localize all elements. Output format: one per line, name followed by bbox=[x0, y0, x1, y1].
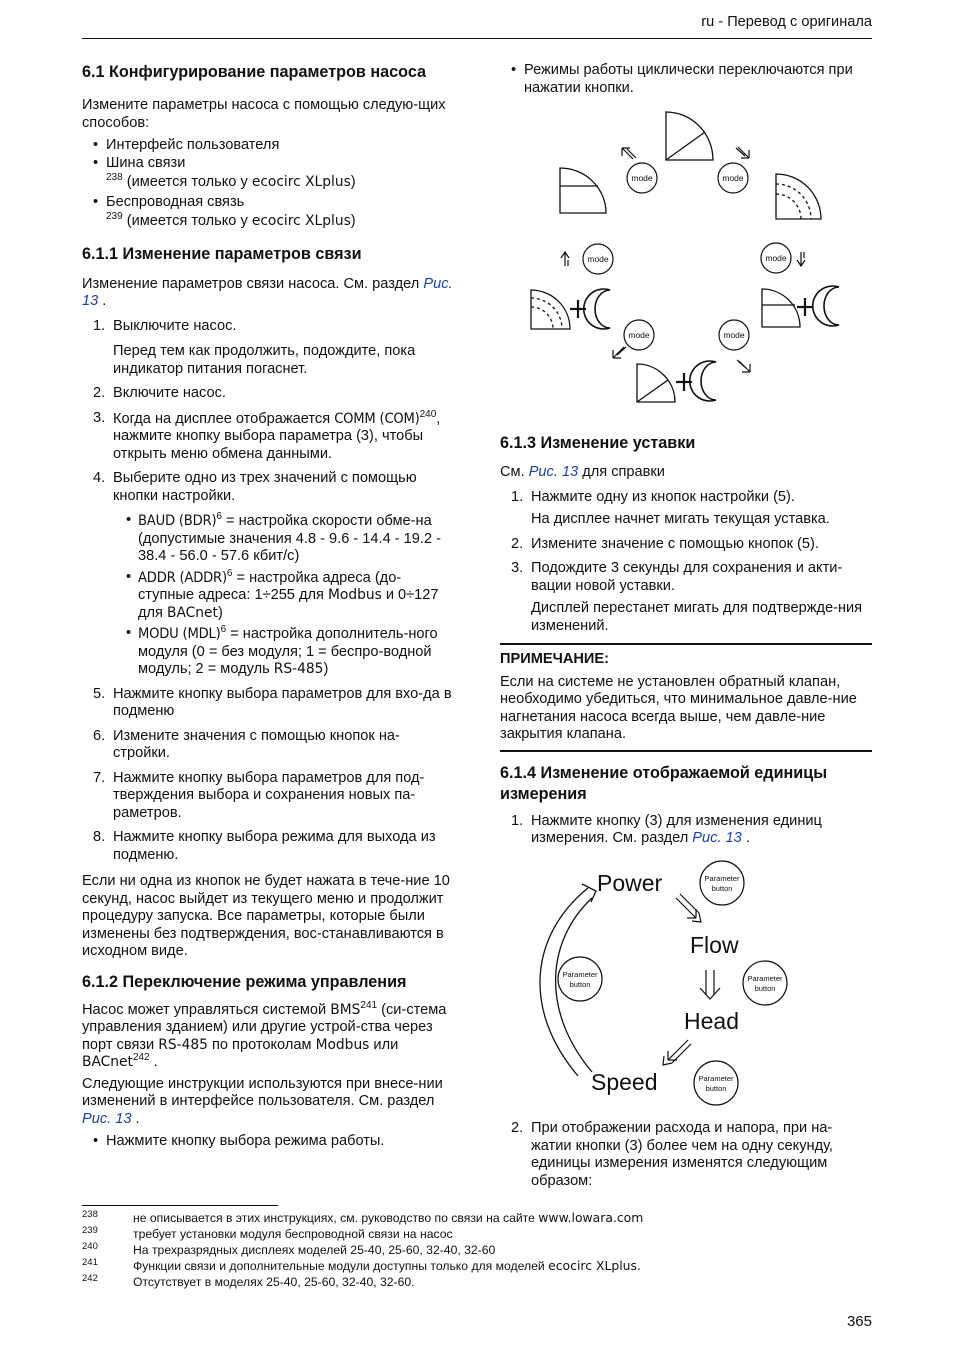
list-item: • Нажмите кнопку выбора режима работы. bbox=[82, 1133, 454, 1151]
speed-label: Speed bbox=[591, 1069, 658, 1095]
step-2: 2. При отображении расхода и напора, при на-жатии кнопки (3) более чем на одну секунду, единицы измерения изменятся следующим образом: bbox=[511, 1120, 833, 1189]
s61-intro: Измените параметры насоса с помощью следую-щих способов: bbox=[82, 97, 446, 131]
parameter-button bbox=[694, 1061, 738, 1105]
figure-link[interactable]: Рис. 13 bbox=[82, 275, 453, 309]
list-item: • Шина связи bbox=[82, 155, 454, 173]
step-2: 2. Включите насос. bbox=[93, 385, 226, 401]
step-1-note: На дисплее начнет мигать текущая уставка. bbox=[531, 511, 830, 527]
s611-outro: Если ни одна из кнопок не будет нажата в тече-ние 10 секунд, насос выйдет из текущего меню и продолжит процедуру запуска. Все параметры, которые были изменены без подтверждения, вос-станавливаются в исходном виде. bbox=[82, 873, 450, 959]
arrow-icon bbox=[797, 252, 805, 266]
arrow-icon bbox=[622, 148, 636, 159]
page-header: ru - Перевод с оригинала bbox=[701, 14, 872, 30]
step-3: 3. Когда на дисплее отображается COMM (COM)$^{240}$, нажмите кнопку выбора параметра (3), чтобы открыть меню обмена данными. bbox=[93, 408, 441, 462]
constant-speed-night-icon bbox=[531, 290, 570, 329]
list-item: • Беспроводная связь bbox=[82, 194, 454, 212]
note-text: Если на системе не установлен обратный клапан, необходимо убедиться, что минимальное давле-ние нагнетания насоса всегда выше, чем давле-ние закрытия клапана. bbox=[500, 673, 857, 742]
step-1-note: Перед тем как продолжить, подождите, пока индикатор питания погаснет. bbox=[113, 343, 416, 377]
button-label: Parameter bbox=[562, 970, 598, 979]
step-1: 1. Нажмите одну из кнопок настройки (5). bbox=[511, 488, 795, 505]
right-column-bottom bbox=[500, 1120, 872, 1190]
arrow-icon bbox=[613, 347, 626, 358]
button-label: button bbox=[705, 1084, 727, 1093]
parameter-button bbox=[700, 861, 744, 905]
s612-p2: Следующие инструкции используются при внесе-нии изменений в интерфейсе пользователя. См. раздел Рис. 13 . bbox=[82, 1075, 443, 1127]
right-column-mid bbox=[500, 433, 872, 848]
arrow-icon bbox=[737, 360, 750, 372]
list-item: • Режимы работы циклически переключаются при нажатии кнопки. bbox=[500, 62, 872, 97]
list-item: • Интерфейс пользователя bbox=[82, 137, 454, 155]
parameter-button bbox=[558, 957, 602, 1001]
step-6: 6. Измените значения с помощью кнопок на-стройки. bbox=[93, 727, 400, 761]
proportional-curve-icon bbox=[666, 112, 713, 160]
arrow-down-right-icon bbox=[676, 894, 701, 922]
section-heading-6-1-1: 6.1.1 Изменение параметров связи bbox=[82, 244, 362, 263]
s613-intro: См. Рис. 13 для справки bbox=[500, 464, 665, 480]
constant-pressure-night-icon bbox=[762, 289, 800, 327]
sub-item-modu: • MODU (MDL)$^6$ = настройка дополнитель-ного модуля (0 = без модуля; 1 = беспро-водной модуль; 2 = модуль RS-485) bbox=[82, 625, 454, 679]
figure-link[interactable]: Рис. 13 bbox=[692, 830, 742, 846]
step-4: 4. Выберите одно из трех значений с помощью кнопки настройки. bbox=[93, 470, 417, 504]
step-3-note: Дисплей перестанет мигать для подтвержде-ния изменений. bbox=[531, 600, 863, 634]
header-rule bbox=[82, 38, 872, 39]
footnote-rule bbox=[82, 1205, 278, 1206]
mode-label: mode bbox=[765, 253, 787, 263]
mode-label: mode bbox=[723, 330, 745, 340]
button-label: Parameter bbox=[704, 874, 740, 883]
arrow-down-left-icon bbox=[663, 1040, 691, 1065]
mode-cycle-diagram bbox=[520, 105, 860, 405]
arrow-head-icon bbox=[582, 884, 596, 902]
arrow-icon bbox=[561, 252, 569, 266]
right-top bbox=[500, 62, 872, 97]
figure-link[interactable]: Рис. 13 bbox=[82, 1110, 132, 1127]
step-2: 2. Измените значение с помощью кнопок (5). bbox=[511, 535, 819, 552]
proportional-night-icon bbox=[637, 364, 675, 402]
units-cycle-diagram bbox=[525, 860, 805, 1120]
section-heading-6-1-2: 6.1.2 Переключение режима управления bbox=[82, 972, 407, 991]
arrow-down-icon bbox=[700, 970, 720, 999]
note-box bbox=[500, 643, 872, 752]
moon-icon bbox=[584, 289, 610, 329]
s612-p1: Насос может управляться системой BMS$^{241}$ (си-стема управления зданием) или другие устрой-ства через порт связи RS-485 по протоколам Modbus или BACnet$^{242}$ . bbox=[82, 999, 447, 1070]
footnote-ref-239: $^{239}$ (имеется только у ecocirc XLplus) bbox=[106, 211, 356, 229]
button-label: button bbox=[569, 980, 591, 989]
mode-label: mode bbox=[628, 330, 650, 340]
note-title: ПРИМЕЧАНИЕ: bbox=[500, 651, 610, 667]
section-heading-6-1: 6.1 Конфигурирование параметров насоса bbox=[82, 63, 427, 81]
constant-speed-icon bbox=[776, 174, 821, 219]
mode-label: mode bbox=[587, 254, 609, 264]
s611-intro: Изменение параметров связи насоса. См. раздел Рис. 13 . bbox=[82, 275, 453, 309]
mode-label: mode bbox=[631, 173, 653, 183]
sub-item-baud: • BAUD (BDR)$^6$ = настройка скорости обме-на (допустимые значения 4.8 - 9.6 - 14.4 - 19.2 - 38.4 - 56.0 - 57.6 кбит/с) bbox=[82, 512, 454, 566]
left-column bbox=[82, 62, 454, 1151]
sub-item-addr: • ADDR (ADDR)$^6$ = настройка адреса (до-ступные адреса: 1÷255 для Modbus и 0÷127 для BACnet) bbox=[82, 569, 454, 623]
section-heading-6-1-4: 6.1.4 Изменение отображаемой единицы измерения bbox=[500, 763, 828, 803]
section-heading-6-1-3: 6.1.3 Изменение уставки bbox=[500, 434, 696, 452]
flow-label: Flow bbox=[690, 932, 739, 958]
step-5: 5. Нажмите кнопку выбора параметров для вхо-да в подменю bbox=[93, 685, 452, 719]
head-label: Head bbox=[684, 1008, 739, 1034]
moon-icon bbox=[690, 361, 716, 401]
button-label: button bbox=[754, 984, 776, 993]
page-number: 365 bbox=[846, 1313, 872, 1330]
figure-link[interactable]: Рис. 13 bbox=[528, 464, 579, 480]
step-3: 3. Подождите 3 секунды для сохранения и акти-вации новой уставки. bbox=[511, 560, 843, 594]
arrow-icon bbox=[736, 147, 749, 158]
power-label: Power bbox=[597, 870, 663, 896]
moon-icon bbox=[813, 286, 839, 326]
step-7: 7. Нажмите кнопку выбора параметров для под-тверждения выбора и сохранения новых па-раметров. bbox=[93, 769, 425, 821]
constant-pressure-icon bbox=[560, 168, 606, 213]
button-label: button bbox=[711, 884, 733, 893]
mode-label: mode bbox=[722, 173, 744, 183]
parameter-button bbox=[743, 961, 787, 1005]
footnote-ref-238: $^{238}$ (имеется только у ecocirc XLplus) bbox=[106, 172, 356, 190]
button-label: Parameter bbox=[698, 1074, 734, 1083]
step-1: 1. Выключите насос. bbox=[93, 317, 237, 334]
button-label: Parameter bbox=[747, 974, 783, 983]
step-8: 8. Нажмите кнопку выбора режима для выхода из подменю. bbox=[93, 829, 436, 863]
step-1: 1. Нажмите кнопку (3) для изменения единиц измерения. См. раздел Рис. 13 . bbox=[511, 812, 822, 846]
